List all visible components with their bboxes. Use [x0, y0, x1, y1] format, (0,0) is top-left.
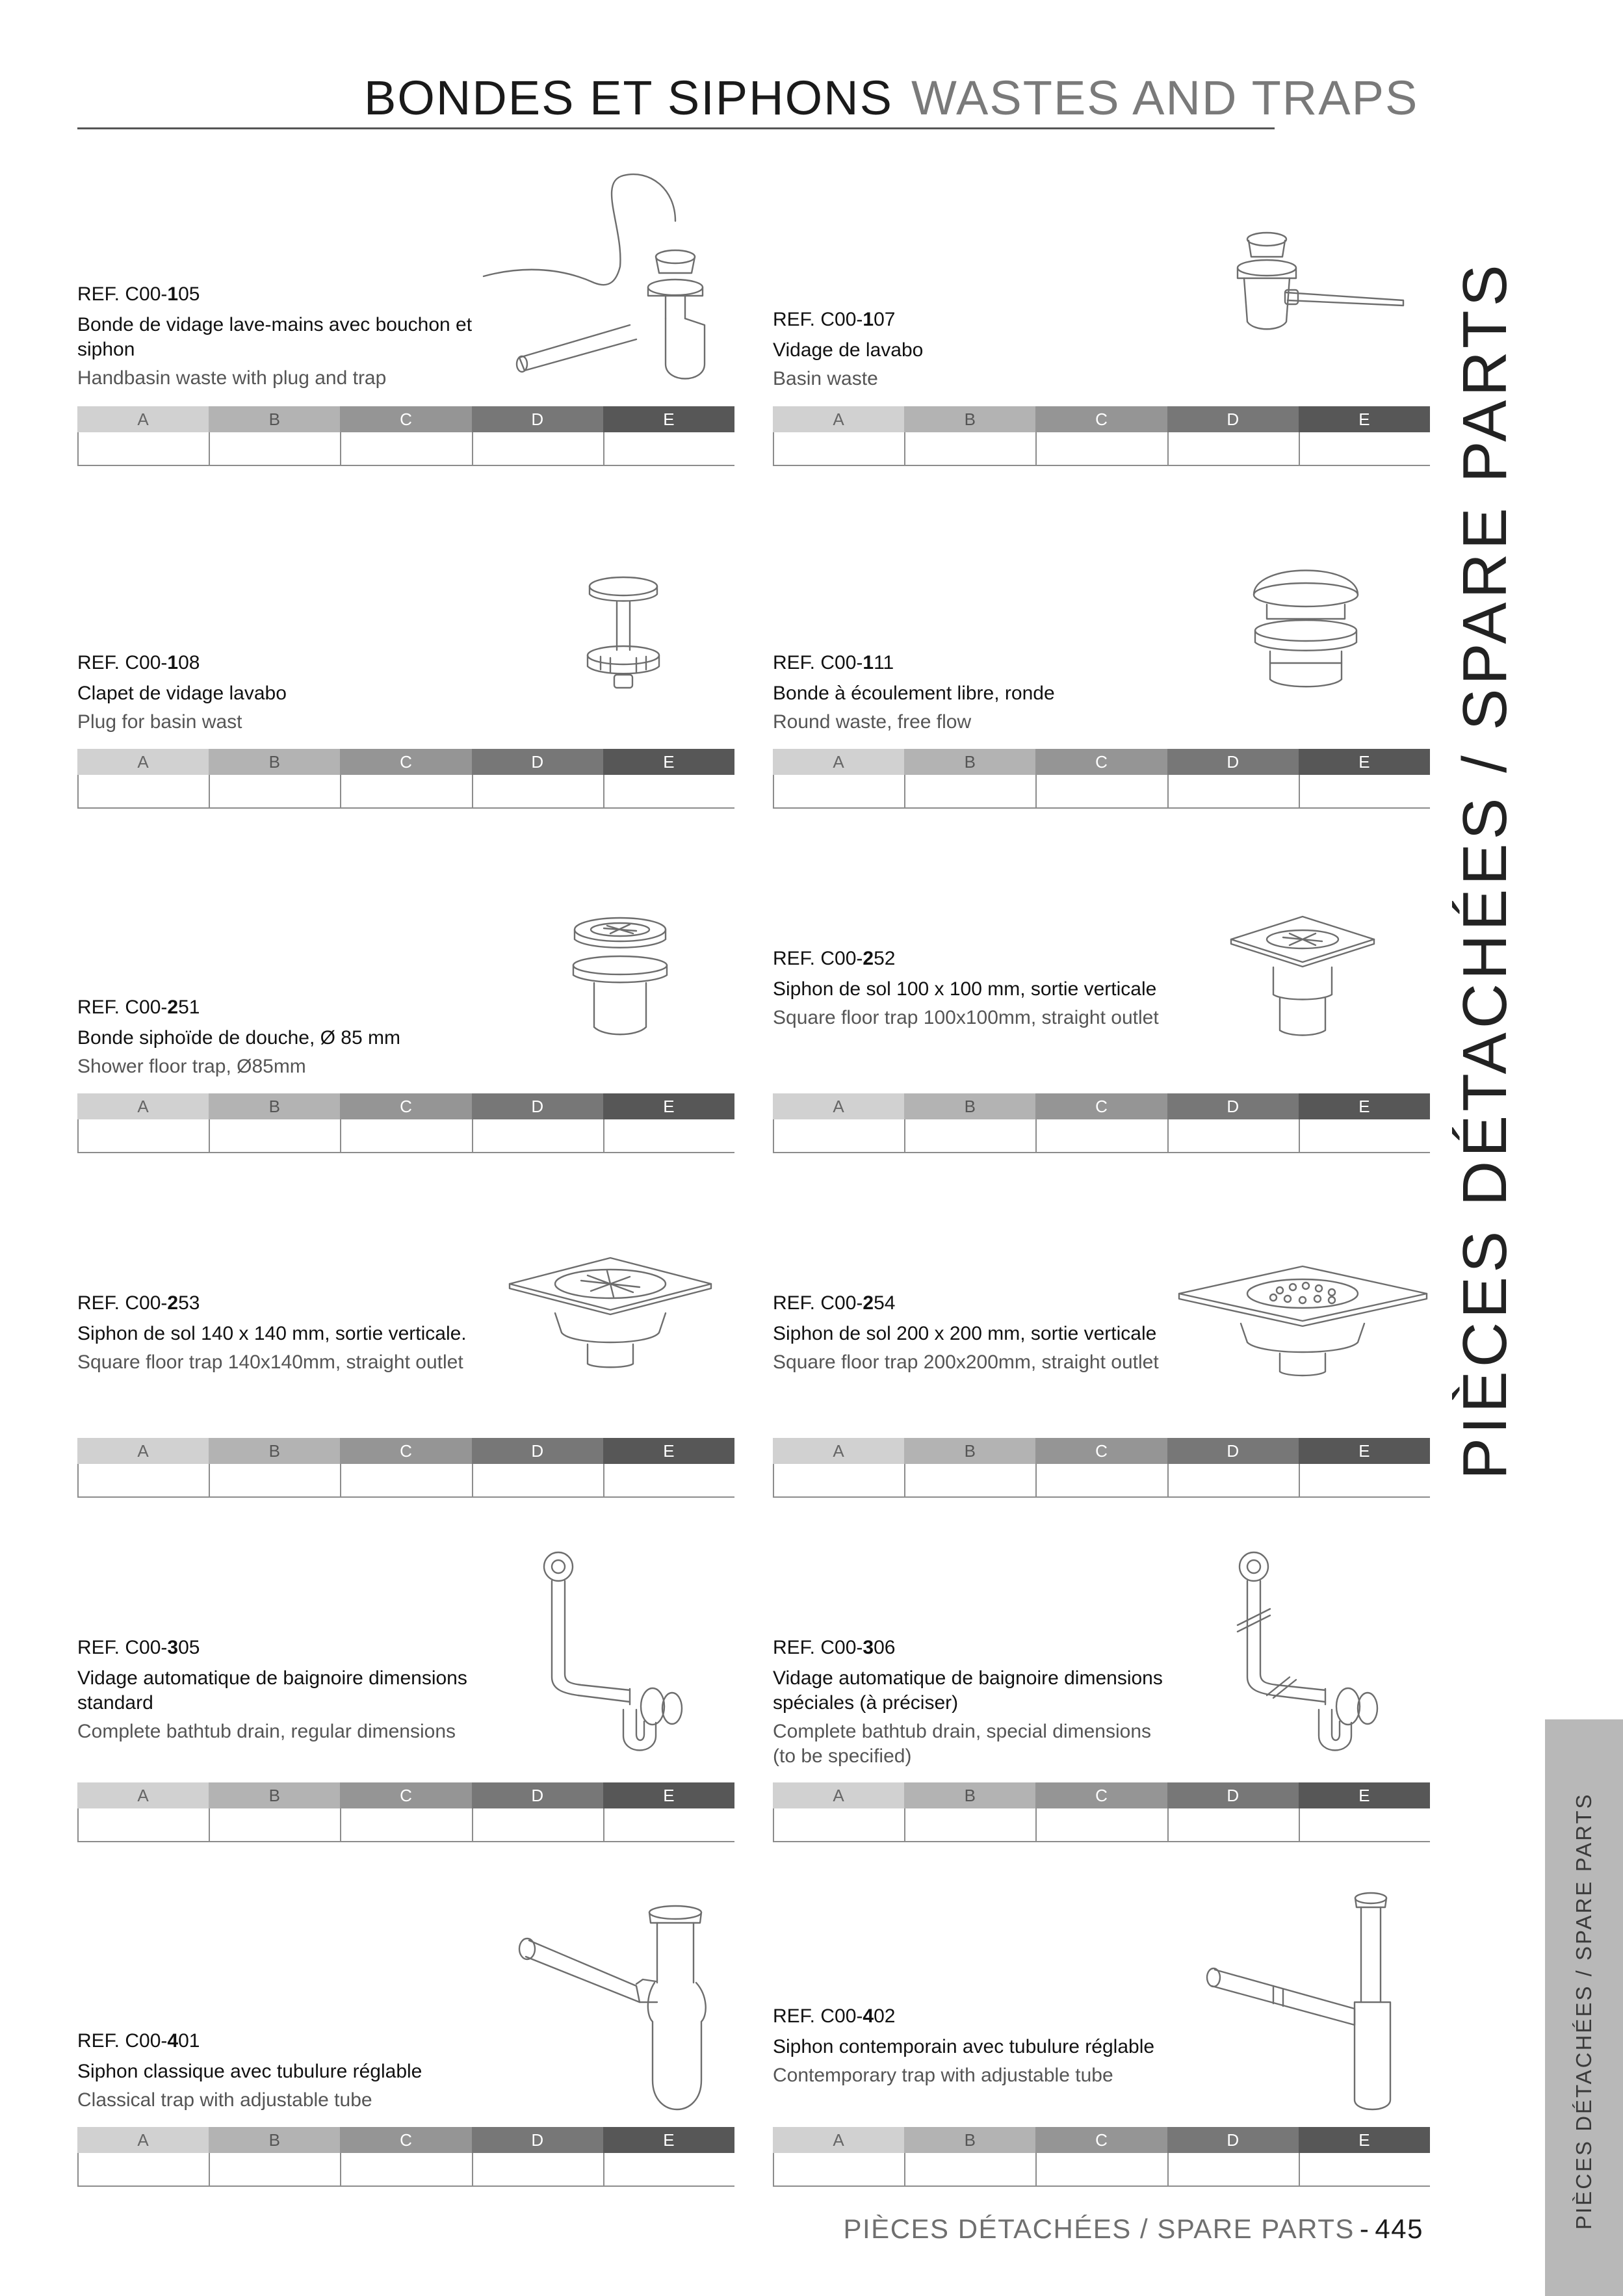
- footer-separator: -: [1359, 2213, 1370, 2244]
- dim-header-d: D: [1167, 406, 1299, 432]
- product-c00-402: [773, 1931, 1430, 2191]
- dim-cell: [1299, 1808, 1430, 1841]
- basin-waste-icon: [1228, 228, 1410, 341]
- dim-cell: [472, 775, 603, 807]
- dim-cell: [1299, 2153, 1430, 2185]
- dim-cell: [904, 1119, 1035, 1152]
- dim-cell: [209, 432, 340, 465]
- dim-cell: [77, 432, 209, 465]
- dim-header-a: A: [77, 1438, 209, 1464]
- dim-header-a: A: [77, 1093, 209, 1119]
- dim-cell: [77, 775, 209, 807]
- dim-header-d: D: [1167, 2127, 1299, 2153]
- product-name-en: Square floor trap 100x100mm, straight outlet: [773, 1007, 1159, 1028]
- product-c00-401: [77, 1931, 734, 2191]
- dim-cell: [1167, 1464, 1299, 1496]
- product-ref: REF. C00-251: [77, 997, 200, 1018]
- dim-header-a: A: [773, 1782, 904, 1808]
- dim-cell: [904, 1464, 1035, 1496]
- dim-header-c: C: [1035, 2127, 1167, 2153]
- floor-trap-100-icon: [1228, 910, 1377, 1047]
- bathtub-drain-special-icon: [1228, 1547, 1397, 1762]
- dim-cell: [773, 432, 904, 465]
- product-c00-111: [773, 553, 1430, 813]
- dimensions-table: [77, 1782, 734, 1842]
- dim-cell: [472, 1808, 603, 1841]
- product-ref: REF. C00-305: [77, 1637, 200, 1658]
- product-name-en: Plug for basin wast: [77, 711, 242, 733]
- dim-cell: [472, 1119, 603, 1152]
- page-footer: [715, 2213, 1423, 2245]
- dim-header-b: B: [209, 2127, 340, 2153]
- dim-header-e: E: [1299, 749, 1430, 775]
- product-c00-254: [773, 1242, 1430, 1502]
- dim-header-b: B: [209, 749, 340, 775]
- dim-header-d: D: [1167, 1438, 1299, 1464]
- product-c00-305: [77, 1586, 734, 1846]
- side-tab-label: PIÈCES DÉTACHÉES / SPARE PARTS: [1572, 1792, 1596, 2230]
- product-text: [77, 650, 480, 735]
- dim-cell: [1035, 1464, 1167, 1496]
- dimensions-table: [773, 1782, 1430, 1842]
- product-ref: REF. C00-107: [773, 309, 896, 330]
- section-title-vertical: PIÈCES DÉTACHÉES / SPARE PARTS: [1450, 261, 1520, 1480]
- dim-cell: [1035, 432, 1167, 465]
- dim-cell: [904, 432, 1035, 465]
- dim-cell: [1299, 1464, 1430, 1496]
- dim-header-e: E: [603, 406, 734, 432]
- footer-label: PIÈCES DÉTACHÉES / SPARE PARTS: [843, 2213, 1355, 2244]
- dim-cell: [77, 1808, 209, 1841]
- product-name-fr: Siphon contemporain avec tubulure réglable: [773, 2036, 1155, 2057]
- dim-cell: [603, 2153, 734, 2185]
- dim-header-c: C: [340, 749, 471, 775]
- product-c00-306: [773, 1586, 1430, 1846]
- dim-cell: [340, 775, 471, 807]
- dim-header-b: B: [904, 2127, 1035, 2153]
- dim-cell: [340, 1808, 471, 1841]
- dim-header-e: E: [603, 1093, 734, 1119]
- dimensions-table: [77, 1438, 734, 1498]
- product-name-en: Complete bathtub drain, regular dimensions: [77, 1721, 456, 1742]
- dim-header-b: B: [209, 1438, 340, 1464]
- product-ref: REF. C00-402: [773, 2005, 896, 2027]
- bathtub-drain-icon: [532, 1547, 701, 1762]
- product-name-en: Basin waste: [773, 368, 878, 389]
- dim-cell: [1299, 1119, 1430, 1152]
- dim-header-e: E: [603, 2127, 734, 2153]
- product-name-en: Square floor trap 200x200mm, straight outlet: [773, 1351, 1159, 1373]
- floor-trap-140-icon: [506, 1248, 714, 1372]
- dim-cell: [77, 1119, 209, 1152]
- section-title-vertical-wrap: [1449, 153, 1521, 1480]
- product-name-fr: Bonde de vidage lave-mains avec bouchon et siphon: [77, 314, 473, 360]
- dim-header-b: B: [904, 1438, 1035, 1464]
- dim-cell: [209, 1119, 340, 1152]
- dim-header-d: D: [472, 1782, 603, 1808]
- dim-header-e: E: [1299, 1782, 1430, 1808]
- dim-header-d: D: [472, 749, 603, 775]
- product-ref: REF. C00-111: [773, 652, 894, 673]
- dimensions-table: [77, 406, 734, 466]
- product-name-fr: Siphon de sol 100 x 100 mm, sortie verticale: [773, 978, 1157, 1000]
- dim-header-c: C: [340, 2127, 471, 2153]
- dim-cell: [1167, 775, 1299, 807]
- product-text: [77, 281, 480, 391]
- dim-cell: [1167, 432, 1299, 465]
- product-name-fr: Siphon de sol 200 x 200 mm, sortie verticale: [773, 1323, 1157, 1344]
- product-text: [77, 1290, 480, 1375]
- product-name-en: Complete bathtub drain, special dimensions (to be specified): [773, 1721, 1151, 1767]
- dim-cell: [1167, 2153, 1299, 2185]
- dim-cell: [209, 1808, 340, 1841]
- dim-cell: [904, 2153, 1035, 2185]
- product-ref: REF. C00-254: [773, 1292, 896, 1314]
- product-name-fr: Vidage automatique de baignoire dimensions spéciales (à préciser): [773, 1667, 1163, 1714]
- dim-header-e: E: [1299, 406, 1430, 432]
- product-name-fr: Clapet de vidage lavabo: [77, 683, 287, 704]
- dim-cell: [603, 1808, 734, 1841]
- page-title-fr: BONDES ET SIPHONS: [364, 71, 893, 125]
- dim-header-a: A: [773, 406, 904, 432]
- dim-cell: [1035, 1808, 1167, 1841]
- dim-header-d: D: [1167, 749, 1299, 775]
- dim-cell: [1299, 775, 1430, 807]
- dim-cell: [209, 775, 340, 807]
- product-name-fr: Siphon de sol 140 x 140 mm, sortie verticale.: [77, 1323, 467, 1344]
- page-number: 445: [1375, 2213, 1423, 2244]
- dim-header-e: E: [1299, 1093, 1430, 1119]
- dim-header-c: C: [1035, 749, 1167, 775]
- product-c00-252: [773, 897, 1430, 1157]
- product-c00-107: [773, 163, 1430, 468]
- dim-header-a: A: [773, 1093, 904, 1119]
- product-text: [77, 2028, 480, 2113]
- round-waste-icon: [1241, 566, 1371, 696]
- product-name-en: Shower floor trap, Ø85mm: [77, 1056, 306, 1077]
- product-name-fr: Vidage de lavabo: [773, 339, 924, 361]
- dim-cell: [209, 1464, 340, 1496]
- product-c00-253: [77, 1242, 734, 1502]
- dim-cell: [603, 775, 734, 807]
- dim-cell: [77, 2153, 209, 2185]
- handbasin-waste-icon: [480, 169, 786, 390]
- dim-header-b: B: [209, 406, 340, 432]
- dim-header-b: B: [904, 1093, 1035, 1119]
- dim-header-a: A: [773, 1438, 904, 1464]
- product-text: [773, 1290, 1176, 1375]
- dim-cell: [340, 2153, 471, 2185]
- product-ref: REF. C00-108: [77, 652, 200, 673]
- dimensions-table: [77, 1093, 734, 1153]
- dim-header-c: C: [1035, 406, 1167, 432]
- product-text: [773, 307, 1176, 391]
- product-c00-105: [77, 163, 734, 468]
- dim-cell: [773, 1119, 904, 1152]
- dim-header-d: D: [472, 1438, 603, 1464]
- dim-cell: [472, 1464, 603, 1496]
- dim-cell: [904, 1808, 1035, 1841]
- dim-cell: [603, 1464, 734, 1496]
- dim-cell: [1035, 2153, 1167, 2185]
- product-name-en: Classical trap with adjustable tube: [77, 2089, 372, 2111]
- dim-header-a: A: [77, 2127, 209, 2153]
- dim-header-c: C: [340, 1438, 471, 1464]
- dim-header-d: D: [472, 406, 603, 432]
- product-text: [773, 946, 1176, 1030]
- dim-header-d: D: [1167, 1093, 1299, 1119]
- product-text: [77, 995, 480, 1079]
- product-ref: REF. C00-105: [77, 283, 200, 305]
- dimensions-table: [773, 749, 1430, 809]
- product-text: [773, 2003, 1176, 2088]
- dim-cell: [904, 775, 1035, 807]
- product-text: [77, 1635, 480, 1744]
- contemporary-trap-icon: [1195, 1892, 1410, 2119]
- page-title-en: WASTES AND TRAPS: [911, 71, 1419, 125]
- dim-header-b: B: [904, 406, 1035, 432]
- dim-cell: [340, 1119, 471, 1152]
- dim-cell: [773, 775, 904, 807]
- side-tab: [1545, 1719, 1623, 2296]
- dimensions-table: [773, 2127, 1430, 2187]
- floor-trap-200-icon: [1176, 1261, 1430, 1385]
- product-text: [773, 1635, 1176, 1769]
- product-text: [773, 650, 1176, 735]
- dim-header-e: E: [1299, 1438, 1430, 1464]
- dim-cell: [773, 1464, 904, 1496]
- title-divider: [77, 127, 1275, 129]
- dim-cell: [1167, 1119, 1299, 1152]
- dim-header-a: A: [773, 749, 904, 775]
- dim-cell: [1167, 1808, 1299, 1841]
- dim-header-c: C: [340, 1093, 471, 1119]
- product-name-en: Handbasin waste with plug and trap: [77, 367, 387, 389]
- dim-cell: [472, 2153, 603, 2185]
- dim-cell: [472, 432, 603, 465]
- classic-trap-icon: [506, 1905, 727, 2119]
- dimensions-table: [773, 406, 1430, 466]
- dim-header-c: C: [1035, 1438, 1167, 1464]
- dim-cell: [1299, 432, 1430, 465]
- dim-cell: [773, 2153, 904, 2185]
- product-ref: REF. C00-252: [773, 948, 896, 969]
- dim-cell: [603, 432, 734, 465]
- product-name-fr: Siphon classique avec tubulure réglable: [77, 2061, 422, 2082]
- dim-header-e: E: [603, 749, 734, 775]
- dim-header-a: A: [77, 749, 209, 775]
- dimensions-table: [773, 1093, 1430, 1153]
- dim-header-c: C: [340, 1782, 471, 1808]
- dimensions-table: [77, 749, 734, 809]
- dim-header-e: E: [603, 1438, 734, 1464]
- dim-header-b: B: [904, 749, 1035, 775]
- product-ref: REF. C00-306: [773, 1637, 896, 1658]
- dim-header-a: A: [773, 2127, 904, 2153]
- product-c00-108: [77, 553, 734, 813]
- dim-header-a: A: [77, 1782, 209, 1808]
- dim-cell: [1035, 1119, 1167, 1152]
- product-ref: REF. C00-401: [77, 2030, 200, 2052]
- dim-cell: [773, 1808, 904, 1841]
- dim-header-c: C: [1035, 1093, 1167, 1119]
- product-name-en: Contemporary trap with adjustable tube: [773, 2065, 1113, 2086]
- dim-cell: [603, 1119, 734, 1152]
- product-name-fr: Bonde à écoulement libre, ronde: [773, 683, 1055, 704]
- dim-cell: [340, 1464, 471, 1496]
- dim-header-d: D: [1167, 1782, 1299, 1808]
- dim-header-c: C: [340, 406, 471, 432]
- dimensions-table: [77, 2127, 734, 2187]
- product-ref: REF. C00-253: [77, 1292, 200, 1314]
- dim-header-e: E: [1299, 2127, 1430, 2153]
- dim-cell: [340, 432, 471, 465]
- dim-header-b: B: [904, 1782, 1035, 1808]
- dim-cell: [209, 2153, 340, 2185]
- basin-plug-icon: [571, 572, 675, 696]
- product-name-en: Square floor trap 140x140mm, straight outlet: [77, 1351, 463, 1373]
- dim-cell: [77, 1464, 209, 1496]
- page-title: [364, 70, 1430, 125]
- product-c00-251: [77, 897, 734, 1157]
- dim-header-a: A: [77, 406, 209, 432]
- dim-header-b: B: [209, 1782, 340, 1808]
- dim-header-b: B: [209, 1093, 340, 1119]
- shower-trap-icon: [558, 910, 682, 1047]
- product-name-en: Round waste, free flow: [773, 711, 972, 733]
- product-name-fr: Bonde siphoïde de douche, Ø 85 mm: [77, 1027, 400, 1049]
- product-name-fr: Vidage automatique de baignoire dimensions standard: [77, 1667, 467, 1714]
- dim-header-d: D: [472, 1093, 603, 1119]
- dim-header-e: E: [603, 1782, 734, 1808]
- dim-header-c: C: [1035, 1782, 1167, 1808]
- dim-cell: [1035, 775, 1167, 807]
- dim-header-d: D: [472, 2127, 603, 2153]
- dimensions-table: [773, 1438, 1430, 1498]
